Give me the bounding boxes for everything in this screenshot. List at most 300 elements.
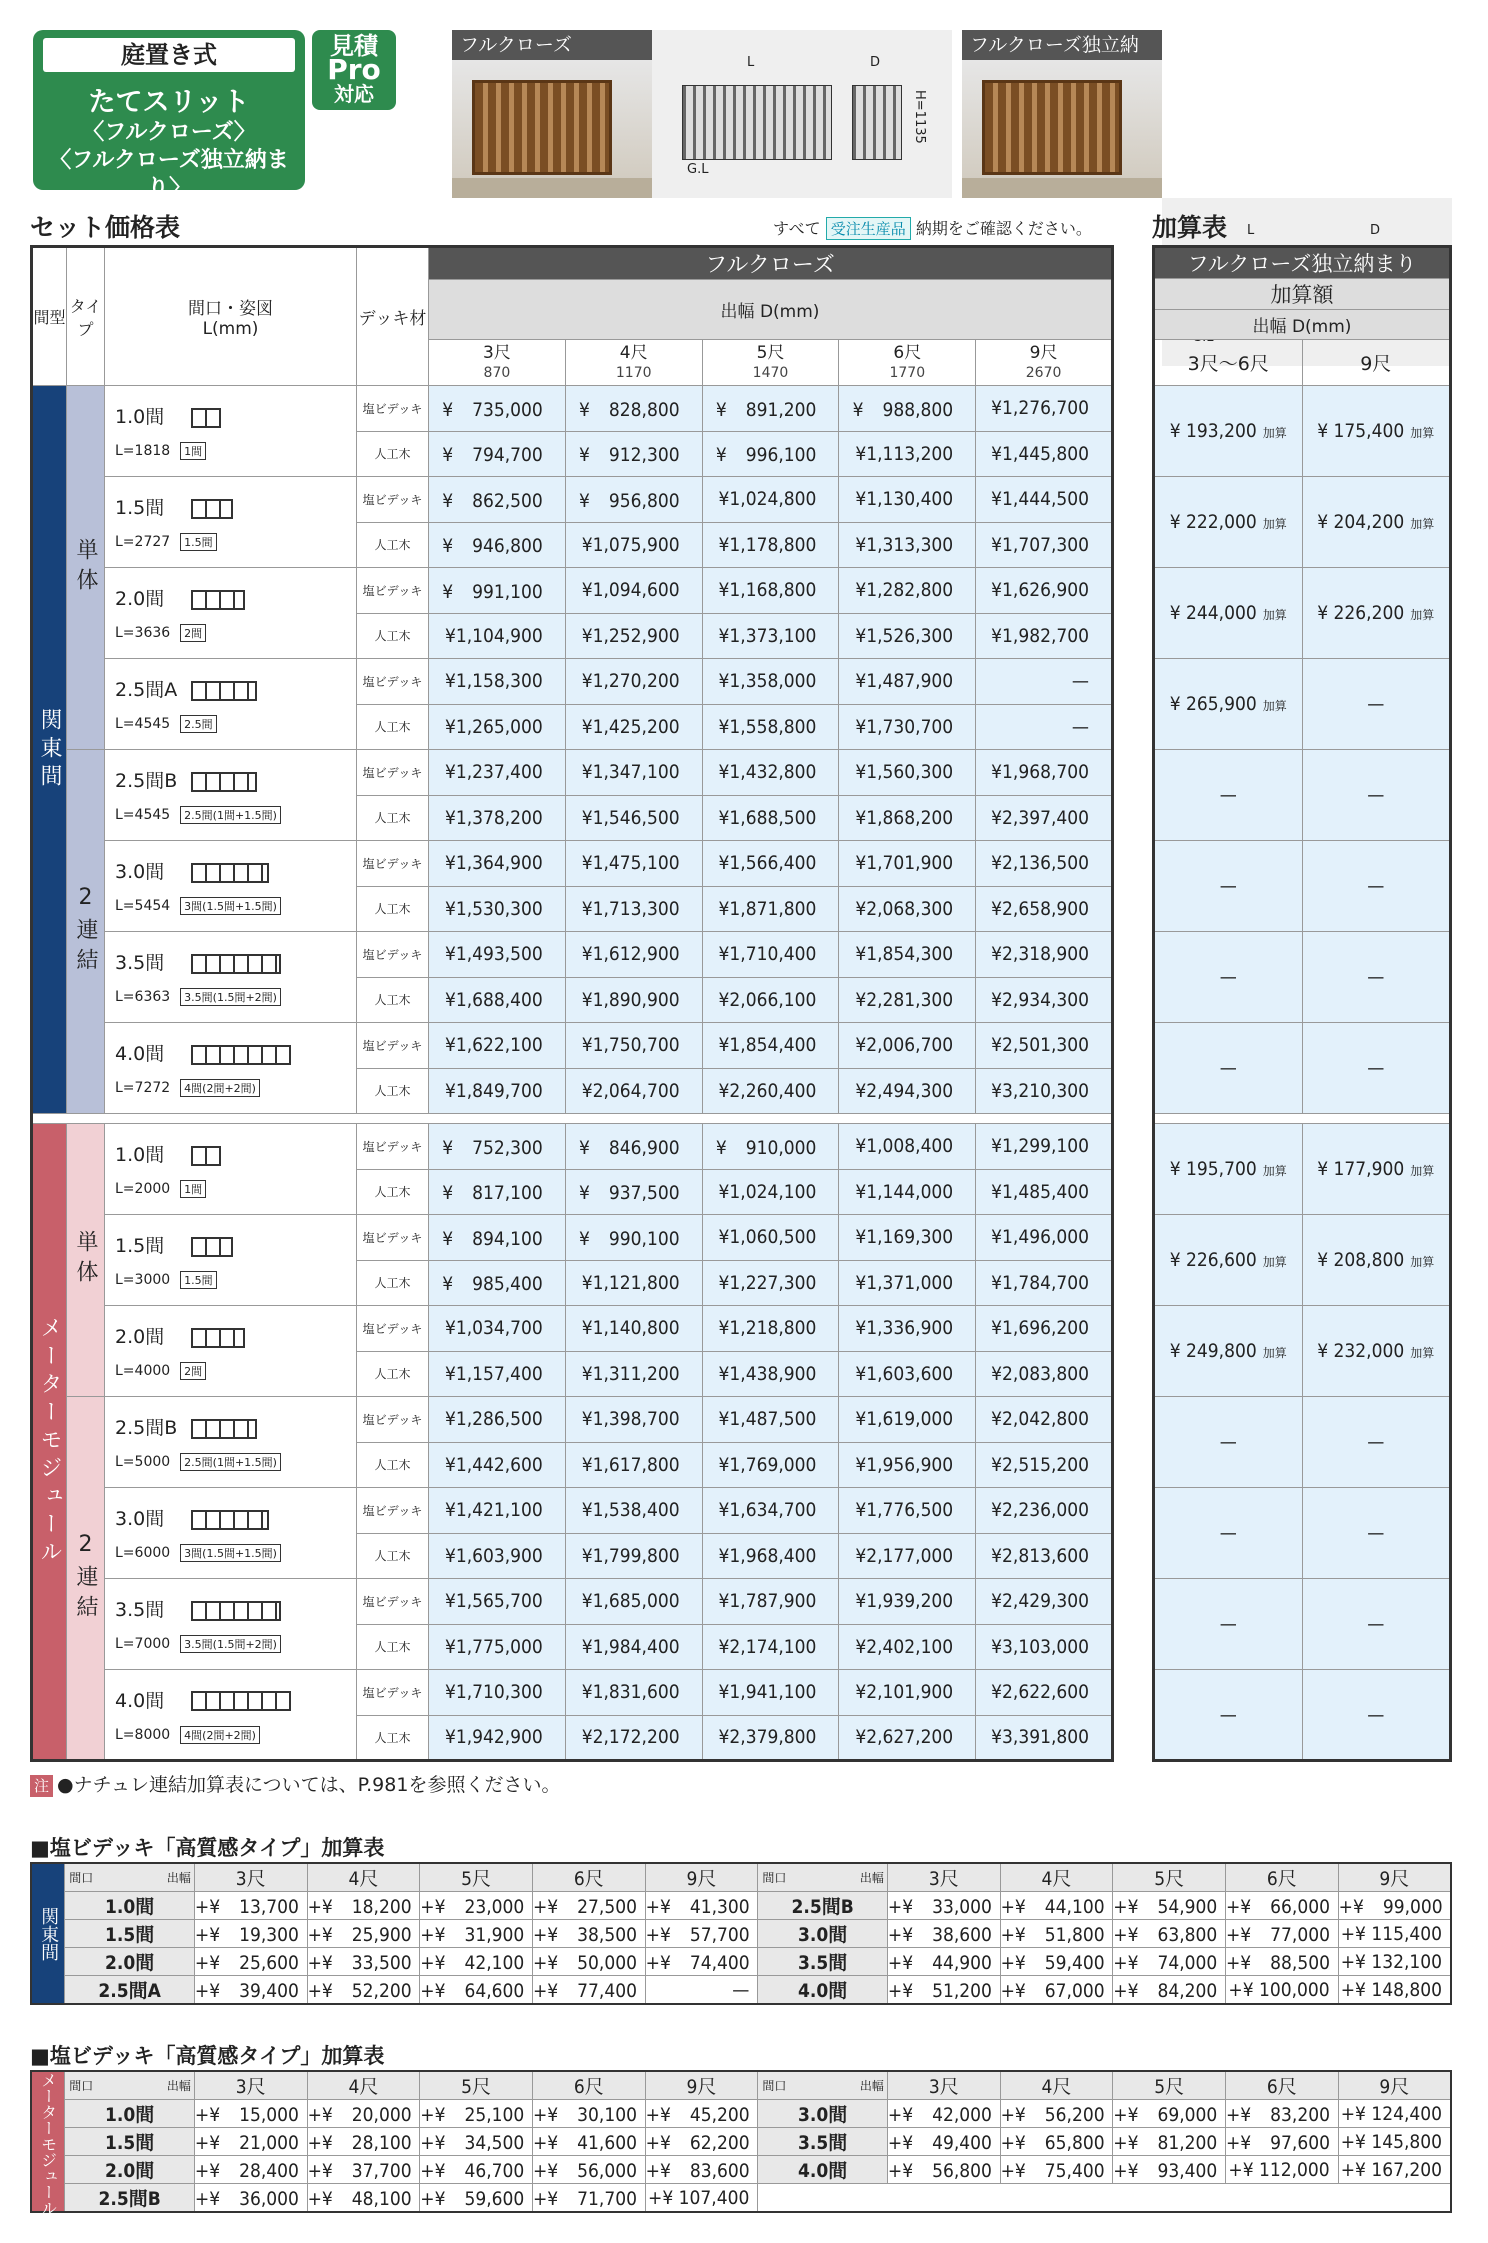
span-length: L=2000 1間	[115, 1181, 356, 1198]
deck-material: 塩ビデッキ	[357, 1397, 429, 1443]
span-length: L=3636 2間	[115, 625, 356, 642]
deck-material: 塩ビデッキ	[357, 1579, 429, 1625]
table-row	[32, 1670, 1113, 1716]
add-price-cell: ¥ 226,600 加算	[1154, 1215, 1303, 1306]
hq-row	[31, 2184, 1451, 2213]
hq-value: +¥ 13,700	[194, 1892, 307, 1920]
hq-span-label: 4.0間	[758, 2156, 888, 2184]
span-cell	[105, 1306, 357, 1397]
hq-value: +¥ 65,800	[1000, 2128, 1113, 2156]
hq-value: +¥ 75,400	[1000, 2156, 1113, 2184]
span-cell	[105, 1124, 357, 1215]
price-cell: ¥1,603,600	[839, 1351, 976, 1397]
table-row	[32, 659, 1113, 705]
add-price-cell: ¥ 208,800 加算	[1302, 1215, 1451, 1306]
price-cell: ¥1,425,200	[565, 704, 702, 750]
hq-value: +¥ 27,500	[532, 1892, 645, 1920]
span-size: 3.0間	[115, 861, 165, 883]
price-cell: ¥1,688,400	[429, 977, 566, 1023]
hq-col-header: 5尺	[1113, 2071, 1226, 2100]
hq-value: +¥ 52,200	[307, 1976, 420, 2005]
span-diagram-icon	[191, 499, 233, 519]
price-cell: ¥ 752,300	[429, 1124, 566, 1170]
price-cell: ¥1,530,300	[429, 886, 566, 932]
price-cell: ¥ 794,700	[429, 431, 566, 477]
hq-value: +¥ 93,400	[1113, 2156, 1226, 2184]
photo-fullclose: フルクローズ	[452, 30, 652, 198]
price-cell: ¥2,101,900	[839, 1670, 976, 1716]
price-cell: ¥1,560,300	[839, 750, 976, 796]
deck-material: 塩ビデッキ	[357, 568, 429, 614]
table-row	[32, 932, 1113, 978]
price-cell: ¥2,501,300	[976, 1023, 1113, 1069]
price-cell: ¥1,024,100	[702, 1169, 839, 1215]
price-cell: ¥2,494,300	[839, 1068, 976, 1114]
price-cell: ¥ 985,400	[429, 1260, 566, 1306]
deck-material: 塩ビデッキ	[357, 659, 429, 705]
price-cell: ¥1,982,700	[976, 613, 1113, 659]
price-cell: ¥1,831,600	[565, 1670, 702, 1716]
hq-span-label: 3.5間	[758, 2128, 888, 2156]
set-price-title: セット価格表	[30, 213, 181, 242]
hq-value: +¥ 28,400	[194, 2156, 307, 2184]
price-cell: ¥1,890,900	[565, 977, 702, 1023]
hq-col-header: 4尺	[307, 2071, 420, 2100]
span-length: L=6363 3.5間(1.5間+2間)	[115, 989, 356, 1006]
add-price-cell: —	[1302, 1670, 1451, 1761]
hq-value: +¥ 69,000	[1113, 2100, 1226, 2128]
span-length: L=2727 1.5間	[115, 534, 356, 551]
hq-row	[31, 2100, 1451, 2128]
hq-value: +¥ 77,400	[532, 1976, 645, 2005]
add-price-cell: —	[1154, 1488, 1303, 1579]
price-cell: ¥2,236,000	[976, 1488, 1113, 1534]
price-cell: ¥1,871,800	[702, 886, 839, 932]
price-cell: ¥1,854,400	[702, 1023, 839, 1069]
hq-row	[31, 2128, 1451, 2156]
add-price-cell: —	[1154, 932, 1303, 1023]
span-diagram-label: 2間	[180, 1362, 206, 1380]
price-cell: ¥1,347,100	[565, 750, 702, 796]
span-cell	[105, 568, 357, 659]
add-price-cell: —	[1154, 1670, 1303, 1761]
hq-value: +¥ 56,200	[1000, 2100, 1113, 2128]
hq-value: +¥ 45,200	[645, 2100, 758, 2128]
hq-col-header: 6尺	[1225, 2071, 1338, 2100]
hq-value: +¥ 37,700	[307, 2156, 420, 2184]
price-cell: —	[976, 704, 1113, 750]
hq-value: +¥ 38,500	[532, 1920, 645, 1948]
type-label: 2連結	[67, 750, 105, 1114]
mitsumori-pro-badge: 見積 Pro 対応	[312, 30, 396, 110]
price-cell: ¥1,634,700	[702, 1488, 839, 1534]
span-size: 2.0間	[115, 1326, 165, 1348]
deck-material: 人工木	[357, 1169, 429, 1215]
price-cell: ¥3,391,800	[976, 1715, 1113, 1761]
hq-value: +¥ 50,000	[532, 1948, 645, 1976]
add-header-sub: 加算額	[1154, 279, 1451, 310]
hq-value: +¥ 56,000	[532, 2156, 645, 2184]
price-cell: ¥1,487,900	[839, 659, 976, 705]
hq-value: +¥ 15,000	[194, 2100, 307, 2128]
hq-value: +¥ 39,400	[194, 1976, 307, 2005]
add-price-cell: ¥ 249,800 加算	[1154, 1306, 1303, 1397]
add-price-cell: ¥ 193,200 加算	[1154, 386, 1303, 477]
price-cell: ¥1,968,700	[976, 750, 1113, 796]
hq-value: +¥ 54,900	[1113, 1892, 1226, 1920]
span-cell	[105, 477, 357, 568]
deck-material: 人工木	[357, 522, 429, 568]
price-cell: ¥1,075,900	[565, 522, 702, 568]
hq-col-header: 6尺	[532, 1863, 645, 1892]
span-diagram-label: 1間	[180, 1180, 206, 1198]
hq-value: +¥ 62,200	[645, 2128, 758, 2156]
hq-col-header: 9尺	[1338, 1863, 1451, 1892]
hq-span-label: 3.5間	[758, 1948, 888, 1976]
made-to-order-badge: 受注生産品	[826, 217, 911, 240]
hq-value: +¥ 88,500	[1225, 1948, 1338, 1976]
hq-col-header: 3尺	[194, 1863, 307, 1892]
type-label: 単体	[67, 1124, 105, 1397]
hq-span-label: 2.0間	[65, 2156, 195, 2184]
price-cell: ¥1,710,300	[429, 1670, 566, 1716]
add-price-cell: —	[1302, 1488, 1451, 1579]
install-type-label: 庭置き式	[43, 38, 295, 72]
hq-col-header: 6尺	[1225, 1863, 1338, 1892]
footnote: 注 ●ナチュレ連結加算表については、P.981を参照ください。	[30, 1770, 560, 1797]
hq-col-header: 6尺	[532, 2071, 645, 2100]
price-cell: ¥1,984,400	[565, 1624, 702, 1670]
hq-corner: 間口 出幅	[65, 1863, 195, 1892]
price-cell: ¥1,265,000	[429, 704, 566, 750]
price-cell: ¥1,299,100	[976, 1124, 1113, 1170]
price-cell: ¥1,358,000	[702, 659, 839, 705]
table-row	[32, 1215, 1113, 1261]
price-cell: ¥ 912,300	[565, 431, 702, 477]
price-cell: ¥ 894,100	[429, 1215, 566, 1261]
price-cell: ¥ 956,800	[565, 477, 702, 523]
deck-material: 人工木	[357, 1442, 429, 1488]
table-row	[32, 1023, 1113, 1069]
price-cell: ¥1,157,400	[429, 1351, 566, 1397]
price-cell: ¥2,397,400	[976, 795, 1113, 841]
price-cell: ¥1,538,400	[565, 1488, 702, 1534]
add-price-cell: —	[1154, 1397, 1303, 1488]
hq-value: +¥ 41,300	[645, 1892, 758, 1920]
add-price-cell: —	[1154, 1579, 1303, 1670]
price-cell: ¥1,565,700	[429, 1579, 566, 1625]
price-cell: ¥2,379,800	[702, 1715, 839, 1761]
add-price-cell: —	[1302, 1023, 1451, 1114]
price-cell: ¥1,626,900	[976, 568, 1113, 614]
add-price-cell: ¥ 244,000 加算	[1154, 568, 1303, 659]
add-header-title: フルクローズ独立納まり	[1154, 247, 1451, 279]
hq-value: +¥ 66,000	[1225, 1892, 1338, 1920]
price-cell: ¥2,083,800	[976, 1351, 1113, 1397]
addition-table	[1152, 245, 1452, 1762]
span-diagram-label: 4間(2間+2間)	[180, 1079, 260, 1097]
price-cell: ¥2,064,700	[565, 1068, 702, 1114]
hq-value: +¥ 42,000	[887, 2100, 1000, 2128]
hq-col-header: 5尺	[420, 2071, 533, 2100]
price-cell: ¥1,707,300	[976, 522, 1113, 568]
hq-header-row	[31, 2071, 1451, 2100]
price-cell: ¥1,603,900	[429, 1533, 566, 1579]
deck-material: 塩ビデッキ	[357, 841, 429, 887]
span-length: L=7000 3.5間(1.5間+2間)	[115, 1636, 356, 1653]
price-cell: ¥1,227,300	[702, 1260, 839, 1306]
price-cell: ¥ 990,100	[565, 1215, 702, 1261]
table-row	[32, 841, 1113, 887]
price-cell: ¥1,438,900	[702, 1351, 839, 1397]
hq-value: +¥ 145,800	[1338, 2128, 1451, 2156]
price-cell: ¥2,934,300	[976, 977, 1113, 1023]
span-diagram-label: 2.5間	[180, 715, 217, 733]
hq-span-label: 2.5間B	[758, 1892, 888, 1920]
price-cell: ¥1,750,700	[565, 1023, 702, 1069]
hq-value: +¥ 41,600	[532, 2128, 645, 2156]
span-cell	[105, 1579, 357, 1670]
add-price-cell: —	[1302, 932, 1451, 1023]
price-cell: ¥1,475,100	[565, 841, 702, 887]
span-cell	[105, 1023, 357, 1114]
price-cell: ¥1,939,200	[839, 1579, 976, 1625]
add-price-cell: —	[1302, 1579, 1451, 1670]
price-cell: ¥1,364,900	[429, 841, 566, 887]
span-diagram-icon	[191, 1691, 291, 1711]
add-price-cell: —	[1302, 1397, 1451, 1488]
span-length: L=1818 1間	[115, 443, 356, 460]
span-diagram-label: 3.5間(1.5間+2間)	[180, 988, 281, 1006]
hq-value: +¥ 25,600	[194, 1948, 307, 1976]
table-row	[32, 568, 1113, 614]
price-cell: ¥ 891,200	[702, 386, 839, 432]
price-cell: ¥1,144,000	[839, 1169, 976, 1215]
price-cell: ¥2,658,900	[976, 886, 1113, 932]
deck-material: 人工木	[357, 613, 429, 659]
header-depth: 出幅 D(mm)	[429, 280, 1113, 340]
hq-addition-table-kanto	[30, 1862, 1452, 2005]
hq-value: +¥ 67,000	[1000, 1976, 1113, 2005]
hq-value: +¥ 44,100	[1000, 1892, 1113, 1920]
span-cell	[105, 1488, 357, 1579]
hq-value: +¥ 107,400	[645, 2184, 758, 2213]
add-price-cell: ¥ 177,900 加算	[1302, 1124, 1451, 1215]
hq-value: +¥ 74,000	[1113, 1948, 1226, 1976]
price-cell: ¥2,006,700	[839, 1023, 976, 1069]
price-cell: ¥2,260,400	[702, 1068, 839, 1114]
deck-material: 人工木	[357, 1068, 429, 1114]
price-cell: ¥1,493,500	[429, 932, 566, 978]
span-size: 2.5間B	[115, 1417, 178, 1439]
hq-value: +¥ 23,000	[420, 1892, 533, 1920]
price-cell: ¥1,941,100	[702, 1670, 839, 1716]
span-size: 3.5間	[115, 1599, 165, 1621]
add-price-cell: —	[1302, 659, 1451, 750]
hq-col-header: 3尺	[887, 2071, 1000, 2100]
hq-value: +¥ 25,900	[307, 1920, 420, 1948]
span-size: 3.5間	[115, 952, 165, 974]
deck-material: 塩ビデッキ	[357, 1215, 429, 1261]
hq-corner: 間口 出幅	[65, 2071, 195, 2100]
deck-material: 人工木	[357, 1715, 429, 1761]
price-cell: ¥1,701,900	[839, 841, 976, 887]
hq-col-header: 3尺	[887, 1863, 1000, 1892]
price-cell: ¥1,094,600	[565, 568, 702, 614]
hq-value: +¥ 57,700	[645, 1920, 758, 1948]
hq-row	[31, 1920, 1451, 1948]
hq-value: +¥ 30,100	[532, 2100, 645, 2128]
add-price-cell: ¥ 222,000 加算	[1154, 477, 1303, 568]
hq-value: +¥ 18,200	[307, 1892, 420, 1920]
span-size: 1.5間	[115, 497, 165, 519]
price-cell: ¥2,622,600	[976, 1670, 1113, 1716]
price-cell: ¥2,177,000	[839, 1533, 976, 1579]
hq-span-label: 1.5間	[65, 1920, 195, 1948]
price-cell: ¥1,775,000	[429, 1624, 566, 1670]
hq-col-header: 4尺	[1000, 1863, 1113, 1892]
span-diagram-icon	[191, 863, 269, 883]
price-cell: ¥1,730,700	[839, 704, 976, 750]
price-cell: ¥1,270,200	[565, 659, 702, 705]
hq-value: +¥ 59,400	[1000, 1948, 1113, 1976]
hq-value: +¥ 71,700	[532, 2184, 645, 2213]
price-cell: ¥1,444,500	[976, 477, 1113, 523]
price-cell: ¥2,068,300	[839, 886, 976, 932]
price-cell: ¥ 937,500	[565, 1169, 702, 1215]
span-size: 4.0間	[115, 1043, 165, 1065]
hq-corner: 間口 出幅	[758, 1863, 888, 1892]
span-diagram-icon	[191, 1045, 291, 1065]
header-type: タイプ	[67, 247, 105, 386]
span-size: 2.5間A	[115, 679, 178, 701]
deck-material: 人工木	[357, 1351, 429, 1397]
hq-value: +¥ 112,000	[1225, 2156, 1338, 2184]
hq-span-label: 2.0間	[65, 1948, 195, 1976]
price-cell: ¥2,813,600	[976, 1533, 1113, 1579]
span-diagram-icon	[191, 408, 221, 428]
size-header: 3尺 870	[429, 340, 566, 386]
price-cell: ¥1,237,400	[429, 750, 566, 796]
type-label: 2連結	[67, 1397, 105, 1761]
size-header: 9尺 2670	[976, 340, 1113, 386]
hq-table-title-2: ■塩ビデッキ「高質感タイプ」加算表	[30, 2044, 385, 2068]
hq-value: +¥ 81,200	[1113, 2128, 1226, 2156]
price-cell: ¥1,526,300	[839, 613, 976, 659]
span-diagram-label: 3間(1.5間+1.5間)	[180, 897, 281, 915]
price-cell: ¥2,318,900	[976, 932, 1113, 978]
hq-value: +¥ 25,100	[420, 2100, 533, 2128]
deck-material: 人工木	[357, 1624, 429, 1670]
price-cell: ¥1,784,700	[976, 1260, 1113, 1306]
span-cell	[105, 750, 357, 841]
price-cell: ¥2,402,100	[839, 1624, 976, 1670]
note-tag: 注	[30, 1775, 53, 1797]
hq-span-label: 3.0間	[758, 2100, 888, 2128]
photo-fullclose-independent: フルクローズ独立納	[962, 30, 1162, 198]
span-diagram-label: 4間(2間+2間)	[180, 1726, 260, 1744]
price-cell: ¥1,024,800	[702, 477, 839, 523]
add-price-cell: ¥ 204,200 加算	[1302, 477, 1451, 568]
span-diagram-label: 1.5間	[180, 1271, 217, 1289]
hq-span-label: 3.0間	[758, 1920, 888, 1948]
price-cell: ¥2,136,500	[976, 841, 1113, 887]
price-cell: ¥1,710,400	[702, 932, 839, 978]
price-cell: ¥1,546,500	[565, 795, 702, 841]
price-cell: ¥1,378,200	[429, 795, 566, 841]
price-cell: ¥1,034,700	[429, 1306, 566, 1352]
price-cell: ¥2,042,800	[976, 1397, 1113, 1443]
price-cell: ¥1,130,400	[839, 477, 976, 523]
hq-value: +¥ 132,100	[1338, 1948, 1451, 1976]
hq-col-header: 5尺	[1113, 1863, 1226, 1892]
hq-value: —	[645, 1976, 758, 2005]
span-length: L=3000 1.5間	[115, 1272, 356, 1289]
add-price-cell: ¥ 265,900 加算	[1154, 659, 1303, 750]
deck-material: 人工木	[357, 886, 429, 932]
price-cell: ¥1,713,300	[565, 886, 702, 932]
price-cell: ¥3,103,000	[976, 1624, 1113, 1670]
add-price-cell: —	[1154, 750, 1303, 841]
price-cell: ¥1,008,400	[839, 1124, 976, 1170]
hq-span-label: 1.5間	[65, 2128, 195, 2156]
price-cell: ¥1,566,400	[702, 841, 839, 887]
price-cell: ¥ 946,800	[429, 522, 566, 568]
price-cell: ¥1,336,900	[839, 1306, 976, 1352]
hq-col-header: 4尺	[1000, 2071, 1113, 2100]
deck-material: 塩ビデッキ	[357, 932, 429, 978]
hq-value: +¥ 42,100	[420, 1948, 533, 1976]
table-row	[32, 1579, 1113, 1625]
price-cell: ¥1,421,100	[429, 1488, 566, 1534]
price-cell: ¥1,373,100	[702, 613, 839, 659]
hq-span-label: 2.5間A	[65, 1976, 195, 2005]
deck-material: 人工木	[357, 1533, 429, 1579]
span-size: 1.5間	[115, 1235, 165, 1257]
price-cell: ¥ 862,500	[429, 477, 566, 523]
span-length: L=7272 4間(2間+2間)	[115, 1080, 356, 1097]
price-cell: ¥1,487,500	[702, 1397, 839, 1443]
price-cell: ¥1,799,800	[565, 1533, 702, 1579]
price-cell: ¥2,281,300	[839, 977, 976, 1023]
addition-table-title: 加算表	[1152, 213, 1228, 242]
header-fullclose: フルクローズ	[429, 247, 1113, 280]
hq-value: +¥ 33,500	[307, 1948, 420, 1976]
span-diagram-icon	[191, 954, 281, 974]
region-label: 関東間	[32, 386, 67, 1114]
span-diagram-icon	[191, 1328, 245, 1348]
hq-col-header: 4尺	[307, 1863, 420, 1892]
size-header: 5尺 1470	[702, 340, 839, 386]
price-cell: ¥ 988,800	[839, 386, 976, 432]
hq-value: +¥ 20,000	[307, 2100, 420, 2128]
hq-col-header: 9尺	[645, 2071, 758, 2100]
hq-value: +¥ 148,800	[1338, 1976, 1451, 2005]
table-row	[32, 750, 1113, 796]
add-price-cell: ¥ 232,000 加算	[1302, 1306, 1451, 1397]
price-cell: ¥1,685,000	[565, 1579, 702, 1625]
product-subtitle-2: 〈フルクローズ独立納まり〉	[49, 148, 289, 201]
table-row	[32, 1488, 1113, 1534]
deck-material: 塩ビデッキ	[357, 477, 429, 523]
hq-region-label: 関東間	[31, 1863, 65, 2004]
add-price-cell: ¥ 226,200 加算	[1302, 568, 1451, 659]
hq-col-header: 5尺	[420, 1863, 533, 1892]
span-diagram-icon	[191, 1237, 233, 1257]
span-size: 1.0間	[115, 1144, 165, 1166]
span-diagram-label: 1.5間	[180, 533, 217, 551]
span-diagram-label: 3.5間(1.5間+2間)	[180, 1635, 281, 1653]
